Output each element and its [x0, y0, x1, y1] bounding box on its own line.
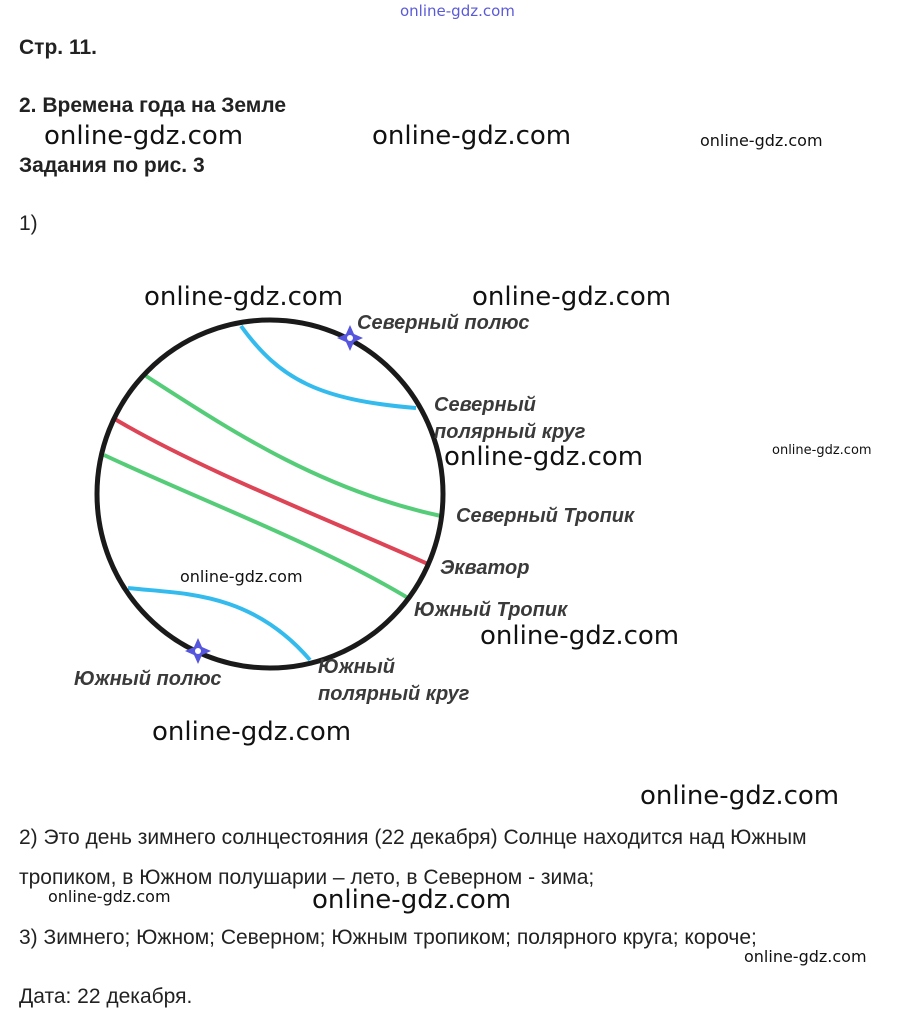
watermark: online-gdz.com	[640, 781, 840, 811]
watermark: online-gdz.com	[48, 887, 171, 906]
watermark: online-gdz.com	[772, 443, 872, 458]
watermark: online-gdz.com	[44, 121, 244, 151]
date-line: Дата: 22 декабря.	[19, 985, 193, 1008]
label-north-pole: Северный полюс	[357, 312, 530, 334]
watermark: online-gdz.com	[444, 442, 644, 472]
label-north-polar-circle-2: полярный круг	[434, 421, 586, 443]
label-south-polar-circle-1: Южный	[318, 656, 395, 678]
equator-line	[113, 418, 428, 564]
watermark: online-gdz.com	[700, 131, 823, 150]
watermark: online-gdz.com	[480, 621, 680, 651]
label-equator: Экватор	[440, 557, 530, 579]
task-title: Задания по рис. 3	[19, 154, 205, 177]
answer-3: 3) Зимнего; Южном; Северном; Южным тропиком; полярного круга; короче;	[19, 926, 757, 949]
top-watermark: online-gdz.com	[400, 2, 515, 20]
label-north-tropic: Северный Тропик	[456, 505, 635, 527]
answer-2-line-2: тропиком, в Южном полушарии – лето, в Северном - зима;	[19, 866, 595, 889]
section-title: 2. Времена года на Земле	[19, 94, 287, 117]
item-1-marker: 1)	[19, 212, 38, 235]
watermark: online-gdz.com	[152, 717, 352, 747]
label-south-pole: Южный полюс	[74, 668, 222, 690]
watermark: online-gdz.com	[180, 567, 303, 586]
label-north-polar-circle-1: Северный	[434, 394, 536, 416]
watermark: online-gdz.com	[744, 947, 867, 966]
watermark: online-gdz.com	[312, 885, 512, 915]
south-pole-marker	[185, 638, 211, 664]
answer-2-line-1: 2) Это день зимнего солнцестояния (22 декабря) Солнце находится над Южным	[19, 826, 807, 849]
label-south-polar-circle-2: полярный круг	[318, 683, 470, 705]
label-south-tropic: Южный Тропик	[414, 599, 568, 621]
watermark: online-gdz.com	[144, 282, 344, 312]
watermark: online-gdz.com	[472, 282, 672, 312]
page-title: Стр. 11.	[19, 36, 97, 59]
watermark: online-gdz.com	[372, 121, 572, 151]
